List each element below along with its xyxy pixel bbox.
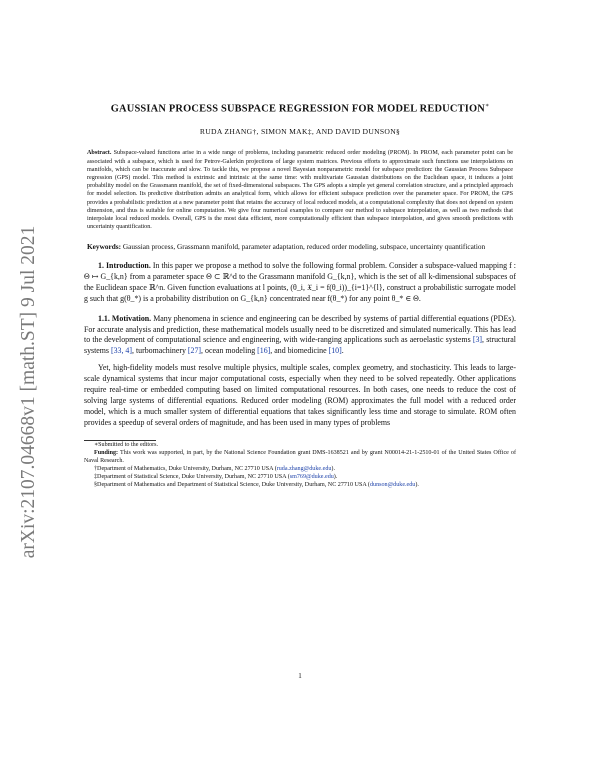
arxiv-identifier: arXiv:2107.04668v1 [math.ST] 9 Jul 2021 bbox=[18, 225, 39, 559]
title-footnote-mark: ∗ bbox=[484, 103, 490, 109]
motivation-text-part: , and biomedicine bbox=[270, 346, 329, 356]
affiliation-text: §Department of Mathematics and Department of Statistical Science, Duke University, Durham, NC 27710 USA ( bbox=[94, 482, 370, 489]
keywords-label: Keywords: bbox=[87, 241, 122, 251]
author-list: RUDA ZHANG†, SIMON MAK‡, AND DAVID DUNSON§ bbox=[199, 127, 401, 137]
page-number: 1 bbox=[298, 672, 302, 680]
section-heading-motivation: 1.1. Motivation. bbox=[98, 313, 152, 323]
footnote-funding bbox=[84, 449, 516, 465]
footnote-author-1 bbox=[84, 465, 516, 473]
keywords-text: Gaussian process, Grassmann manifold, parameter adaptation, reduced order modeling, subspace, uncertainty quantification bbox=[122, 241, 486, 251]
email-link[interactable]: ruda.zhang@duke.edu bbox=[276, 465, 332, 472]
motivation-text-part: , turbomachinery bbox=[132, 346, 188, 356]
introduction-paragraph bbox=[84, 261, 516, 305]
affiliation-text: ‡Department of Statistical Science, Duke University, Durham, NC 27710 USA ( bbox=[94, 474, 290, 481]
abstract bbox=[87, 149, 513, 231]
motivation-text-part: . bbox=[341, 346, 344, 356]
footnote-author-3 bbox=[84, 481, 516, 489]
title-text: GAUSSIAN PROCESS SUBSPACE REGRESSION FOR MODEL REDUCTION bbox=[110, 103, 485, 115]
arxiv-sidebar bbox=[14, 212, 44, 572]
motivation-text-part: , ocean modeling bbox=[201, 346, 258, 356]
footnotes bbox=[84, 441, 516, 490]
affiliation-close: ). bbox=[333, 474, 338, 481]
motivation-text: Many phenomena in science and engineering can be described by systems of partial differential equations (PDEs). For accurate analysis and prediction, these mathematical models usually need to be discretized and simulated numerically. This has lead to the development of computational science and engineering, with wide-ranging applications such as aeroelastic systems bbox=[84, 313, 516, 345]
footnote-submitted: ∗Submitted to the editors. bbox=[94, 441, 159, 448]
paper-title bbox=[84, 100, 516, 115]
section-heading-introduction: 1. Introduction. bbox=[98, 261, 151, 270]
funding-text: This work was supported, in part, by the National Science Foundation grant DMS-1638521 and by grant N00014-21-1-2510-01 of the United States Office of Naval Research. bbox=[84, 449, 516, 464]
email-link[interactable]: dunson@duke.edu bbox=[369, 482, 416, 489]
affiliation-close: ). bbox=[415, 482, 419, 489]
paper-page bbox=[84, 100, 516, 489]
introduction-text: In this paper we propose a method to solve the following formal problem. Consider a subspace-valued mapping f : Θ ↦ G_{k,n} from a parameter space Θ ⊂ ℝ^d to the Grassmann manifold G_{k,n}, which is the set of all k-dimensional subspaces of the Euclidean space ℝ^n. Given function evaluations at l points, (θ_i, 𝔛_i = f(θ_i))_{i=1}^{l}, construct a probabilistic surrogate model g such that g(θ_*) is a probability distribution on G_{k,n} concentrated near f(θ_*) for any point θ_* ∈ Θ. bbox=[84, 261, 516, 303]
footnote-author-2 bbox=[84, 473, 516, 481]
abstract-text: Subspace-valued functions arise in a wide range of problems, including parametric reduced order modeling (PROM). In PROM, each parameter point can be associated with a subspace, which is used for Petrov-Galerkin projections of large system matrices. Previous efforts to approximate such functions use interpolations on manifolds, which can be inaccurate and slow. To tackle this, we propose a novel Bayesian nonparametric model for subspace prediction: the Gaussian Process Subspace regression (GPS) model. This method is extrinsic and intrinsic at the same time: with multivariate Gaussian distributions on the Euclidean space, it induces a joint probability model on the Grassmann manifold, the set of fixed-dimensional subspaces. The GPS adopts a simple yet general correlation structure, and a principled approach for model selection. Its predictive distribution admits an analytical form, which allows for efficient subspace prediction over the parameter space. For PROM, the GPS provides a probabilistic prediction at a new parameter point that retains the accuracy of local reduced models, at a computational complexity that does not depend on system dimension, and thus is suitable for online computation. We give four numerical examples to compare our method to subspace interpolation, as well as two methods that interpolate local reduced models. Overall, GPS is the most data efficient, more computationally efficient than subspace interpolation, and gives smooth predictions with uncertainty quantification. bbox=[87, 150, 513, 231]
keywords bbox=[87, 242, 513, 253]
citation-link[interactable]: [33, 4] bbox=[110, 346, 133, 356]
citation-link[interactable]: [3] bbox=[472, 335, 483, 345]
motivation-text-part: , structural systems bbox=[84, 335, 516, 356]
affiliation-close: ). bbox=[331, 465, 335, 472]
citation-link[interactable]: [10] bbox=[328, 346, 342, 356]
affiliation-text: †Department of Mathematics, Duke University, Durham, NC 27710 USA ( bbox=[94, 465, 277, 472]
body-paragraph: Yet, high-fidelity models must resolve multiple physics, multiple scales, complex geometry, and stochasticity. This leads to large-scale dynamical systems that incur major computational costs, especially when they need to be solved repeatedly. Other applications require real-time or embedded computing based on limited computational resources. In both cases, one needs to reduce the cost of solving large systems of differential equations. Reduced order modeling (ROM) approximates the full model with a reduced order model, which is a much smaller system of differential equations that takes significantly less time and storage to simulate. ROM often provides a speedup of several orders of magnitude, and has been used in many types of problems bbox=[84, 363, 516, 427]
motivation-paragraph bbox=[84, 314, 516, 358]
citation-link[interactable]: [16] bbox=[257, 346, 271, 356]
citation-link[interactable]: [27] bbox=[187, 346, 202, 356]
email-link[interactable]: sm769@duke.edu bbox=[289, 474, 334, 481]
abstract-label: Abstract. bbox=[87, 150, 112, 157]
funding-label: Funding: bbox=[94, 449, 119, 456]
